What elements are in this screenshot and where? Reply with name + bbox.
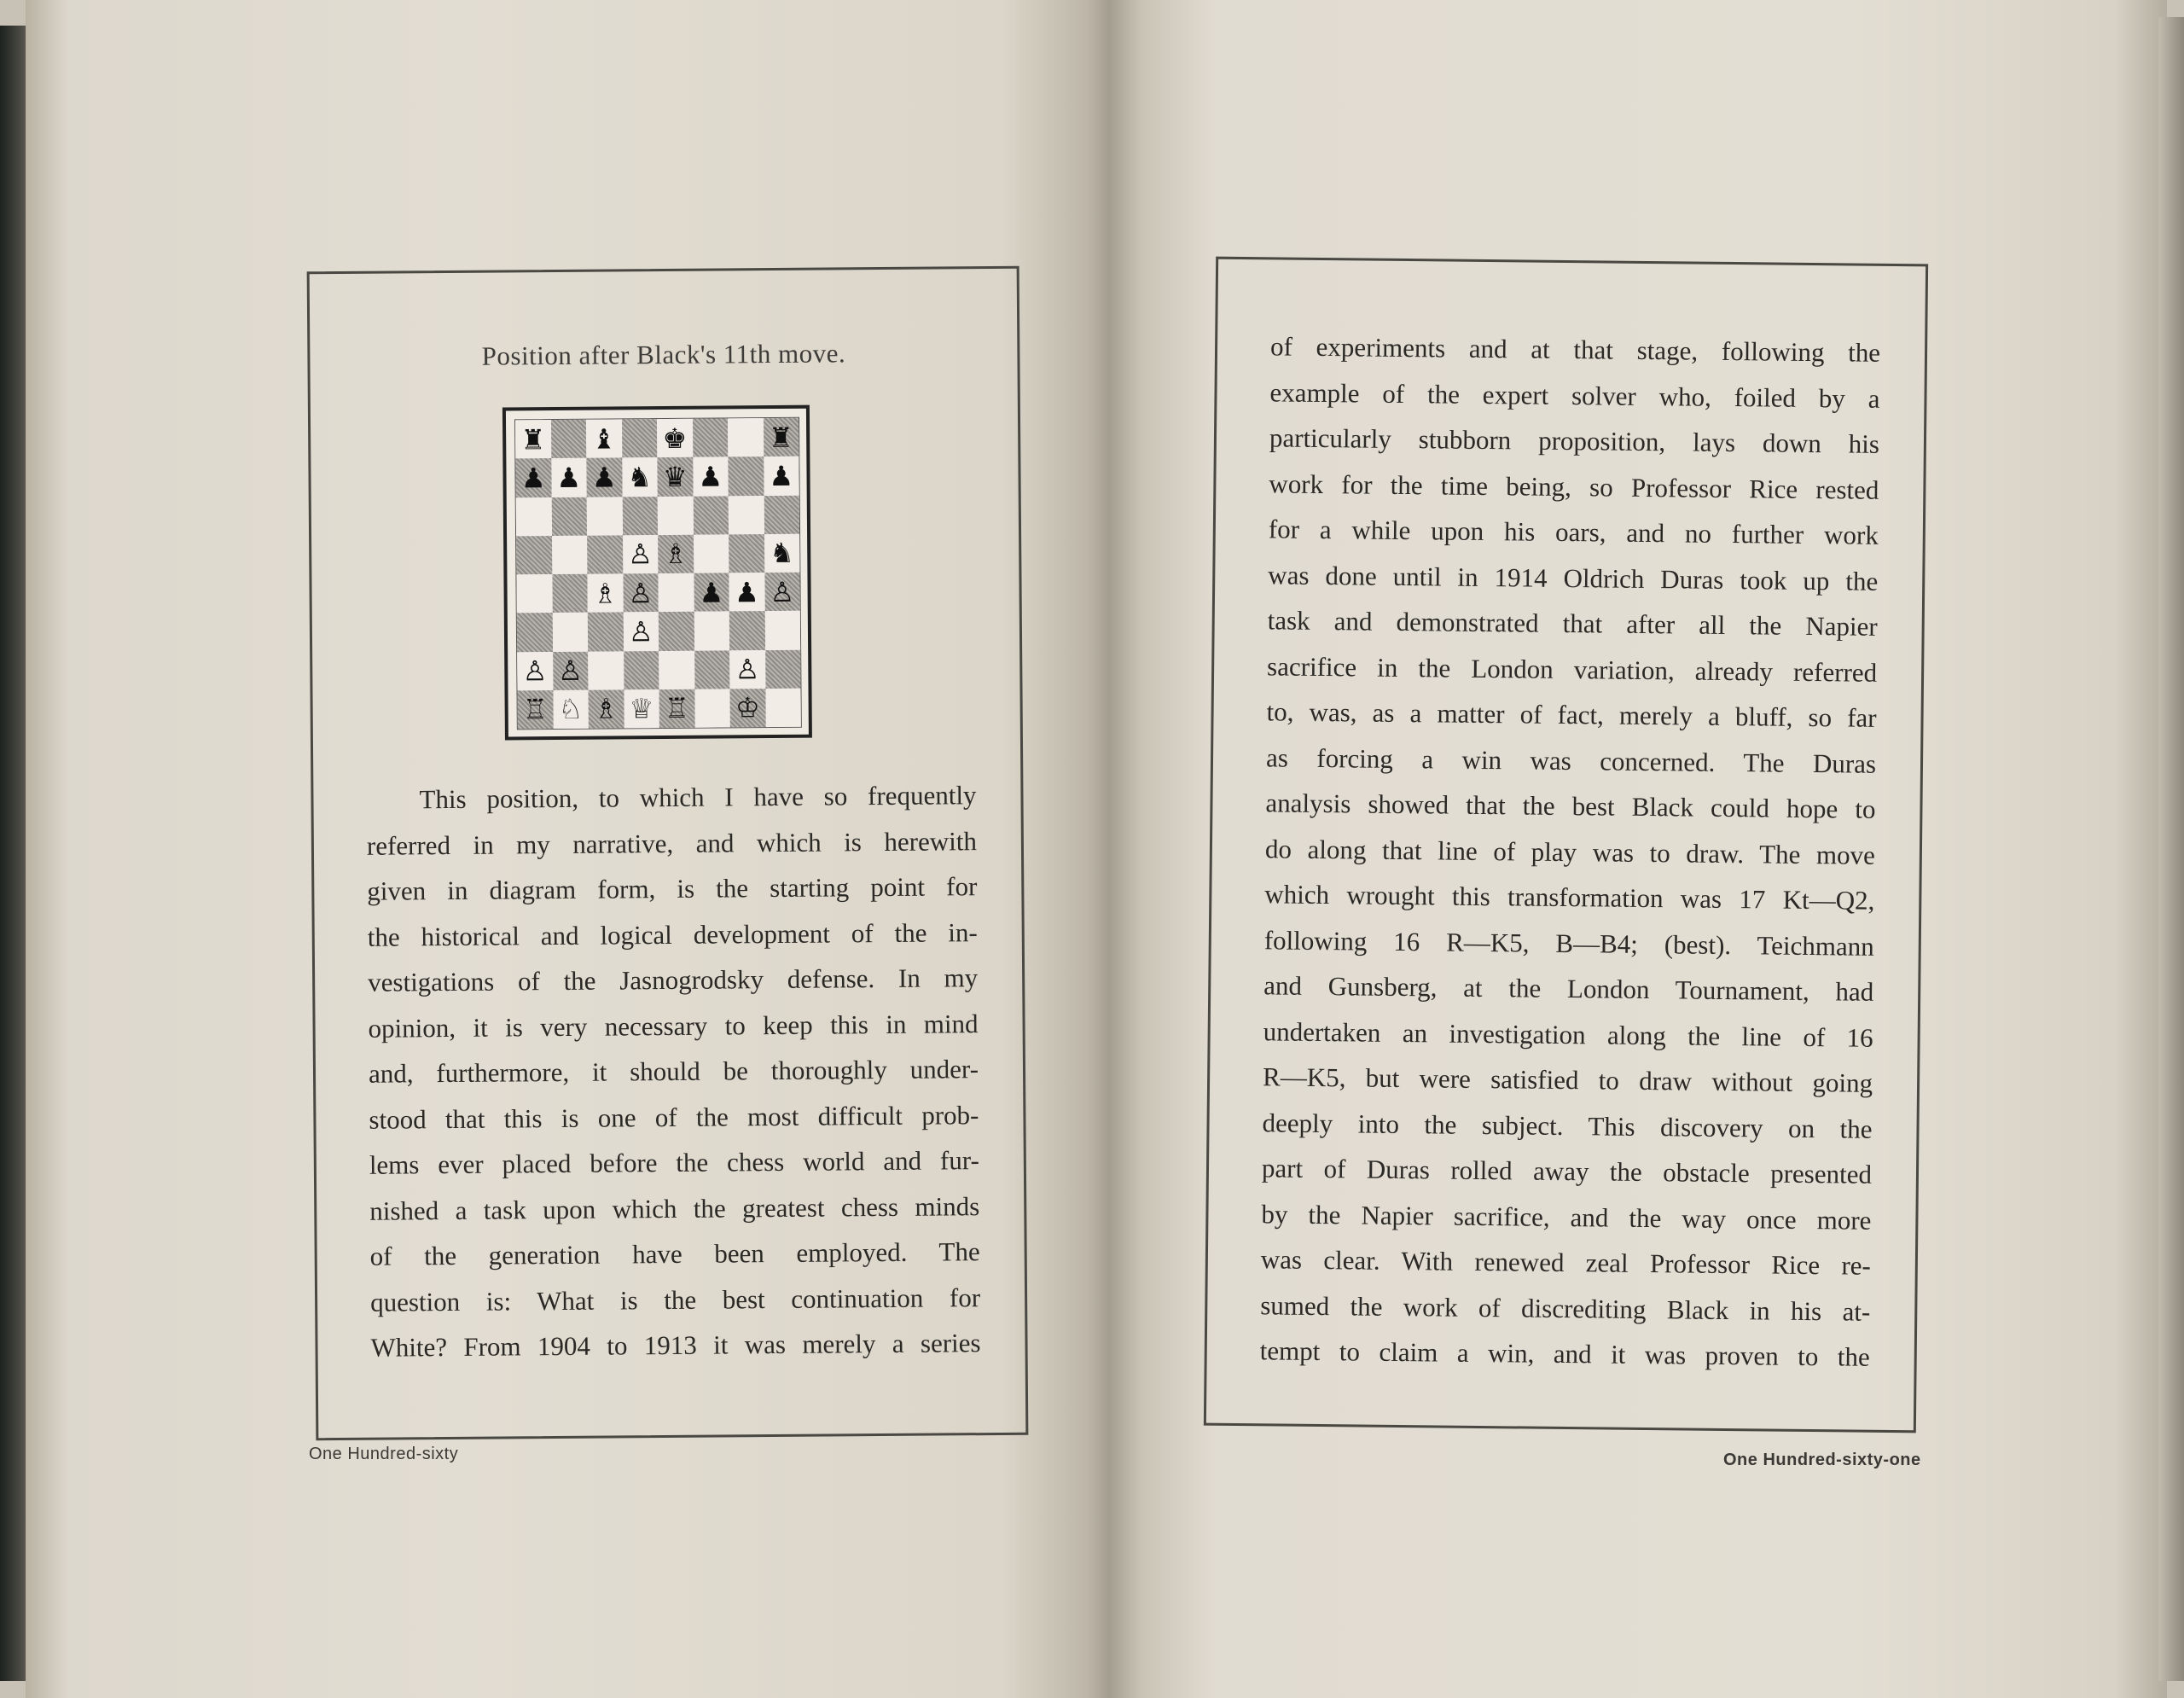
text-line: analysis showed that the best Black could hope to	[1265, 788, 1876, 824]
board-square: ♟	[586, 458, 622, 497]
text-line: of the generation have been employed. The	[369, 1236, 980, 1271]
board-square: ♙	[623, 573, 659, 613]
board-square	[622, 419, 658, 458]
board-square	[552, 574, 588, 613]
board-square	[694, 612, 729, 651]
board-square: ♔	[729, 689, 765, 728]
board-square	[588, 651, 624, 690]
board-square	[728, 456, 764, 496]
board-square	[694, 650, 730, 689]
text-line: particularly stubborn proposition, lays down his	[1269, 422, 1880, 459]
board-square	[765, 689, 801, 728]
board-square	[658, 573, 694, 613]
text-line: sacrifice in the London variation, already referred	[1266, 650, 1878, 688]
board-square	[517, 613, 553, 652]
board-square: ♖	[517, 690, 553, 730]
diagram-caption: Position after Black's 11th move.	[481, 338, 846, 371]
board-square: ♗	[658, 535, 694, 574]
board-square	[551, 420, 587, 459]
text-line: vestigations of the Jasnogrodsky defense. In my	[368, 962, 979, 997]
board-square: ♙	[623, 612, 659, 651]
board-square: ♟	[551, 458, 587, 497]
board-square	[552, 535, 588, 574]
chess-board-grid	[514, 417, 802, 730]
board-square	[693, 418, 729, 457]
board-square	[516, 497, 552, 537]
board-square: ♟	[694, 573, 729, 612]
board-square	[551, 497, 587, 536]
text-line: following 16 R—K5, B—B4; (best). Teichmann	[1263, 924, 1874, 962]
text-line: the historical and logical development of the in-	[367, 916, 978, 952]
board-square: ♙	[553, 651, 589, 690]
text-line: work for the time being, so Professor Rice rested	[1269, 468, 1879, 505]
text-line: which wrought this transformation was 17 Kt—Q2,	[1264, 879, 1875, 916]
board-square	[587, 497, 623, 536]
board-square	[728, 418, 764, 457]
text-line: question is: What is the best continuation for	[369, 1282, 981, 1317]
board-square: ♞	[764, 534, 800, 573]
text-line: White? From 1904 to 1913 it was merely a series	[370, 1328, 981, 1363]
text-line: tempt to claim a win, and it was proven to the	[1259, 1335, 1870, 1372]
text-line: This position, to which I have so frequently	[419, 780, 977, 815]
text-line: referred in my narrative, and which is herewith	[366, 825, 978, 861]
board-square	[694, 534, 729, 573]
text-line: lems ever placed before the chess world and fur-	[369, 1145, 979, 1180]
board-square: ♙	[729, 650, 765, 689]
right-page-body-text	[1259, 323, 1880, 1380]
board-square: ♟	[764, 456, 799, 496]
text-line: was done until in 1914 Oldrich Duras took up the	[1268, 559, 1879, 596]
text-line: and Gunsberg, at the London Tournament, had	[1263, 970, 1874, 1007]
board-square: ♟	[693, 457, 729, 497]
board-square	[588, 613, 624, 652]
left-page-frame	[307, 266, 1029, 1441]
board-square: ♕	[624, 689, 659, 729]
board-square	[587, 535, 623, 574]
board-square: ♟	[515, 458, 551, 497]
board-square	[658, 496, 694, 535]
board-square	[729, 496, 764, 535]
text-line: nished a task upon which the greatest chess minds	[369, 1190, 980, 1226]
board-square: ♜	[515, 420, 551, 459]
board-square	[765, 649, 801, 689]
board-square: ♚	[657, 419, 693, 458]
text-line: given in diagram form, is the starting point for	[367, 871, 978, 906]
text-line: was clear. With renewed zeal Professor Rice re-	[1260, 1244, 1872, 1281]
board-square: ♝	[586, 419, 622, 458]
text-line: part of Duras rolled away the obstacle presented	[1261, 1153, 1873, 1189]
text-line: to, was, as a matter of fact, merely a bluff, so far	[1266, 696, 1877, 733]
board-square	[729, 534, 764, 573]
text-line: as forcing a win was concerned. The Duras	[1265, 741, 1877, 779]
right-page	[1109, 0, 2167, 1698]
board-square: ♜	[763, 418, 799, 457]
board-square	[729, 611, 765, 650]
board-square: ♗	[587, 573, 623, 613]
board-square: ♗	[588, 689, 624, 729]
text-line: opinion, it is very necessary to keep this in mind	[368, 1008, 979, 1044]
board-square: ♟	[729, 573, 764, 612]
left-page-body-text	[366, 772, 980, 1370]
board-square	[624, 651, 659, 690]
board-square	[764, 611, 800, 650]
text-line: example of the expert solver who, foiled by a	[1269, 376, 1880, 414]
right-page-folio: One Hundred-sixty-one	[1723, 1451, 1921, 1469]
board-square	[516, 574, 552, 613]
board-square: ♘	[553, 689, 589, 729]
board-square: ♙	[517, 652, 553, 691]
board-square	[693, 496, 729, 535]
board-square	[622, 497, 658, 536]
right-page-frame	[1204, 257, 1928, 1433]
text-line: do along that line of play was to draw. The move	[1264, 833, 1876, 870]
board-square	[552, 613, 588, 652]
text-line: undertaken an investigation along the line of 16	[1263, 1015, 1873, 1053]
board-square: ♞	[622, 457, 658, 497]
text-line: stood that this is one of the most difficult prob-	[369, 1099, 979, 1135]
chess-diagram	[502, 405, 812, 741]
page-stack-edge	[2158, 17, 2184, 1681]
board-square: ♖	[659, 689, 694, 728]
board-square	[659, 612, 694, 651]
text-line: task and demonstrated that after all the Napier	[1267, 605, 1878, 642]
board-square: ♙	[764, 573, 800, 612]
text-line: and, furthermore, it should be thoroughly under-	[368, 1054, 979, 1089]
board-square: ♛	[657, 457, 693, 497]
board-square	[659, 650, 694, 689]
board-square	[516, 536, 552, 575]
left-page	[26, 0, 1109, 1698]
board-square	[764, 495, 799, 534]
board-square	[694, 689, 730, 728]
text-line: R—K5, but were satisfied to draw without going	[1262, 1061, 1873, 1098]
text-line: for a while upon his oars, and no further work	[1268, 514, 1879, 550]
text-line: of experiments and at that stage, following the	[1269, 331, 1881, 368]
text-line: sumed the work of discrediting Black in his at-	[1260, 1289, 1871, 1327]
text-line: deeply into the subject. This discovery on the	[1262, 1107, 1873, 1144]
text-line: by the Napier sacrifice, and the way once more	[1261, 1198, 1872, 1236]
board-square: ♙	[623, 535, 659, 574]
left-page-folio: One Hundred-sixty	[309, 1445, 459, 1463]
